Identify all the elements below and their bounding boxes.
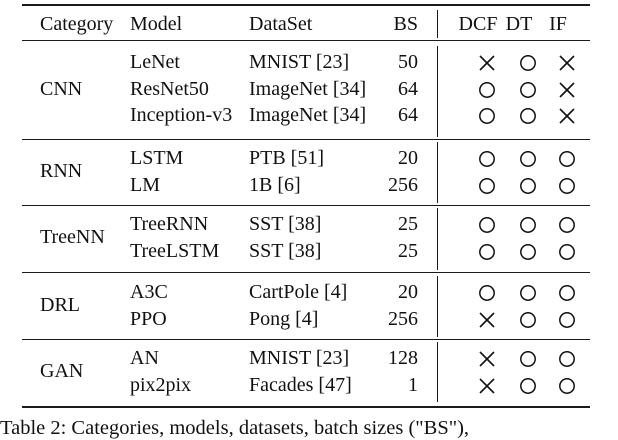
header-dt: DT [505,13,533,35]
circle-mark-icon [519,81,537,99]
batch-size-cell: 64 [398,77,418,100]
batch-size-cell: 64 [398,104,418,126]
category-label: DRL [40,294,80,317]
circle-mark-icon [519,350,537,368]
header-if: IF [549,13,567,35]
circle-mark-icon [558,150,576,168]
circle-mark-icon [478,216,496,234]
dataset-cell: SST [38] [249,213,322,235]
circle-mark-icon [519,243,537,261]
table-caption: Table 2: Categories, models, datasets, batch sizes ("BS"), [0,417,470,439]
batch-size-cell: 25 [398,213,418,235]
header-bs: BS [393,13,418,35]
circle-mark-icon [519,377,537,395]
model-cell: LM [130,173,160,196]
dataset-cell: ImageNet [34] [249,77,367,100]
circle-mark-icon [519,311,537,329]
batch-size-cell: 128 [388,347,418,369]
dataset-cell: Pong [4] [249,307,319,330]
model-cell: A3C [130,281,168,303]
circle-mark-icon [478,284,496,302]
dataset-cell: ImageNet [34] [249,104,367,126]
circle-mark-icon [558,284,576,302]
model-cell: TreeRNN [130,213,209,235]
dataset-cell: MNIST [23] [249,347,350,369]
cross-mark-icon [558,107,576,125]
circle-mark-icon [519,54,537,72]
column-separator [437,276,438,337]
model-cell: AN [130,347,159,369]
batch-size-cell: 1 [408,373,418,396]
batch-size-cell: 20 [398,281,418,303]
dataset-cell: 1B [6] [249,173,301,196]
header-separator [437,10,438,38]
circle-mark-icon [478,81,496,99]
dataset-cell: Facades [47] [249,373,352,396]
circle-mark-icon [478,150,496,168]
circle-mark-icon [519,150,537,168]
model-cell: Inception-v3 [130,104,233,126]
model-cell: TreeLSTM [130,239,220,262]
circle-mark-icon [558,311,576,329]
model-cell: pix2pix [130,373,192,396]
circle-mark-icon [519,107,537,125]
circle-mark-icon [519,177,537,195]
cross-mark-icon [478,377,496,395]
circle-mark-icon [519,216,537,234]
cross-mark-icon [558,54,576,72]
circle-mark-icon [478,177,496,195]
column-separator [437,208,438,270]
category-label: GAN [40,360,84,383]
batch-size-cell: 256 [388,307,418,330]
header-rule [22,40,590,41]
category-label: RNN [40,160,83,183]
column-separator [437,46,438,137]
column-separator [437,342,438,402]
dataset-cell: MNIST [23] [249,51,350,73]
group-rule [22,139,590,140]
circle-mark-icon [558,243,576,261]
cross-mark-icon [558,81,576,99]
circle-mark-icon [519,284,537,302]
cross-mark-icon [478,54,496,72]
batch-size-cell: 50 [398,51,418,73]
batch-size-cell: 256 [388,173,418,196]
bottom-rule [22,406,590,408]
category-label: CNN [40,77,83,100]
header-category: Category [40,13,114,35]
circle-mark-icon [478,243,496,261]
category-label: TreeNN [40,226,105,249]
circle-mark-icon [558,216,576,234]
circle-mark-icon [558,377,576,395]
circle-mark-icon [478,107,496,125]
dataset-cell: PTB [51] [249,147,324,169]
cross-mark-icon [478,350,496,368]
column-separator [437,142,438,203]
circle-mark-icon [558,177,576,195]
header-dataset: DataSet [249,13,313,35]
group-rule [22,272,590,273]
model-cell: LSTM [130,147,184,169]
dataset-cell: SST [38] [249,239,322,262]
header-dcf: DCF [458,13,498,35]
circle-mark-icon [558,350,576,368]
model-cell: PPO [130,307,167,330]
dataset-cell: CartPole [4] [249,281,348,303]
group-rule [22,205,590,206]
header-model: Model [130,13,183,35]
batch-size-cell: 25 [398,239,418,262]
group-rule [22,339,590,340]
cross-mark-icon [478,311,496,329]
batch-size-cell: 20 [398,147,418,169]
model-cell: LeNet [130,51,180,73]
top-rule [22,4,590,6]
model-cell: ResNet50 [130,77,209,100]
